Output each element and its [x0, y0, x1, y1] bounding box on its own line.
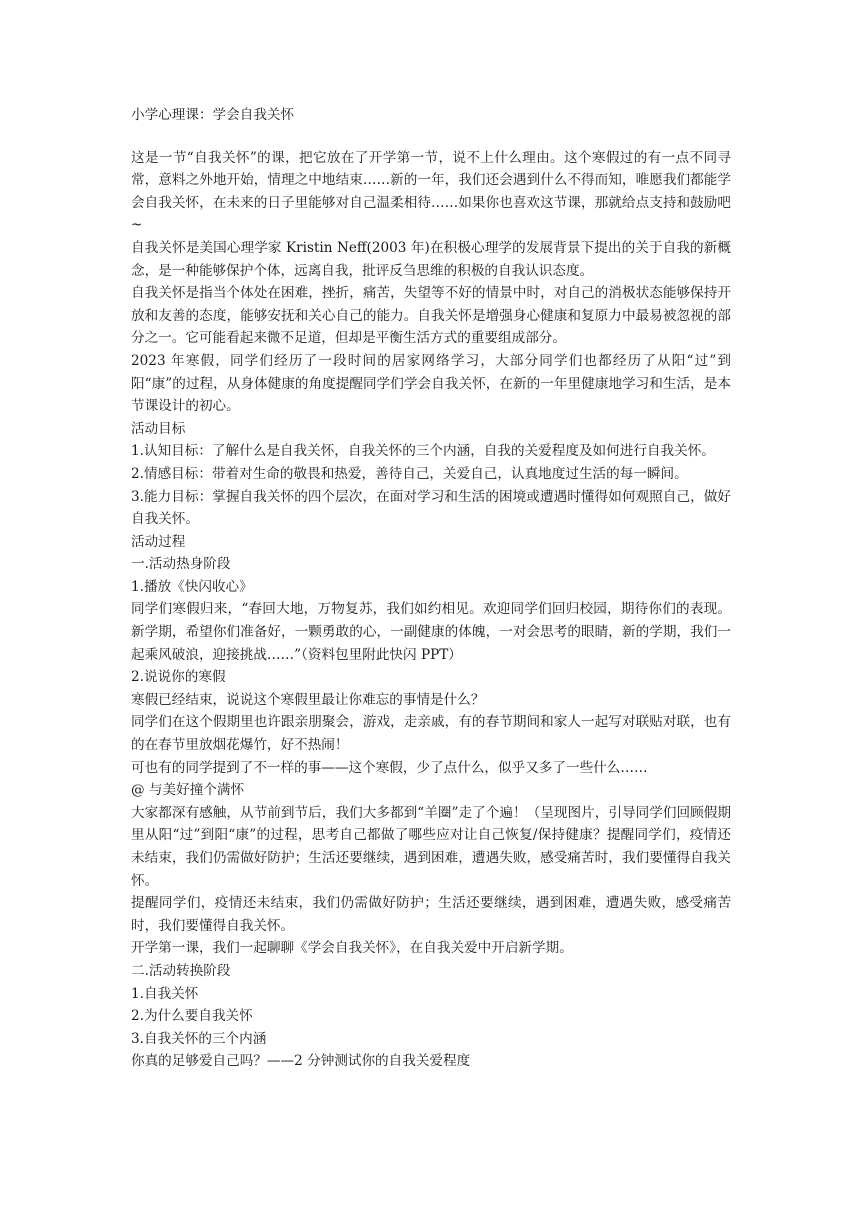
- paragraph-feelings: 大家都深有感触，从节前到节后，我们大多都到“羊圈”走了个遍！（呈现图片，引导同学们回顾假期里从阳“过”到阳“康”的过程，思考自己都做了哪些应对让自己恢复/保持健康？提醒同学们，疫情还未结束，我们仍需做好防护；生活还要继续，遇到困难，遭遇失败，感受痛苦时，我们要懂得自我关怀。: [131, 804, 731, 889]
- subheading-embrace: @ 与美好撞个满怀: [131, 782, 245, 799]
- paragraph-first-lesson: 开学第一课，我们一起聊聊《学会自我关怀》，在自我关爱中开启新学期。: [131, 940, 573, 957]
- step-flashmob: 1.播放《快闪收心》: [131, 578, 253, 595]
- heading-stage-one: 一.活动热身阶段: [131, 556, 231, 573]
- heading-stage-two: 二.活动转换阶段: [131, 962, 231, 979]
- paragraph-explanation: 自我关怀是指当个体处在困难，挫折，痛苦，失望等不好的情景中时，对自己的消极状态能够保持开放和友善的态度，能够安抚和关心自己的能力。自我关怀是增强身心健康和复原力中最易被忽视的部分之一。它可能看起来微不足道，但却是平衡生活方式的重要组成部分。: [131, 285, 731, 347]
- paragraph-different: 可也有的同学提到了不一样的事——这个寒假，少了点什么，似乎又多了一些什么……: [131, 759, 648, 776]
- paragraph-welcome: 同学们寒假归来，“春回大地，万物复苏，我们如约相见。欢迎同学们回归校园，期待你们的表现。新学期，希望你们准备好，一颗勇敢的心，一副健康的体魄，一对会思考的眼睛，新的学期，我们一起乘风破浪，迎接挑战……”（资料包里附此快闪 PPT）: [131, 601, 731, 663]
- step-talk-holiday: 2.说说你的寒假: [131, 669, 226, 686]
- heading-activity-goals: 活动目标: [131, 420, 186, 437]
- paragraph-question: 寒假已经结束，说说这个寒假里最让你难忘的事情是什么？: [131, 691, 485, 708]
- step-self-care: 1.自我关怀: [131, 985, 199, 1002]
- document-page: [131, 104, 731, 1073]
- paragraph-reminder: 提醒同学们，疫情还未结束，我们仍需做好防护；生活还要继续，遇到困难，遭遇失败，感受痛苦时，我们要懂得自我关怀。: [131, 895, 731, 934]
- document-title: 小学心理课：学会自我关怀: [131, 107, 295, 123]
- paragraph-self-test: 你真的足够爱自己吗？——2 分钟测试你的自我关爱程度: [131, 1053, 471, 1070]
- step-three-meanings: 3.自我关怀的三个内涵: [131, 1030, 267, 1047]
- paragraph-background: 2023 年寒假，同学们经历了一段时间的居家网络学习，大部分同学们也都经历了从阳“过”到阳“康”的过程，从身体健康的角度提醒同学们学会自我关怀，在新的一年里健康地学习和生活，是本节课设计的初心。: [131, 352, 731, 415]
- step-why-self-care: 2.为什么要自我关怀: [131, 1008, 253, 1025]
- paragraph-holiday-activities: 同学们在这个假期里也许跟亲朋聚会，游戏，走亲戚，有的春节期间和家人一起写对联贴对联，也有的在春节里放烟花爆竹，好不热闹！: [131, 714, 731, 754]
- goal-emotional: 2.情感目标：带着对生命的敬畏和热爱，善待自己，关爱自己，认真地度过生活的每一瞬间。: [131, 465, 688, 482]
- paragraph-definition: 自我关怀是美国心理学家 Kristin Neff(2003 年)在积极心理学的发展背景下提出的关于自我的新概念，是一种能够保护个体，远离自我，批评反刍思维的积极的自我认识态度。: [131, 239, 731, 279]
- goal-cognitive: 1.认知目标：了解什么是自我关怀，自我关怀的三个内涵，自我的关爱程度及如何进行自我关怀。: [131, 443, 715, 460]
- heading-activity-process: 活动过程: [131, 533, 186, 550]
- paragraph-intro: 这是一节“自我关怀”的课，把它放在了开学第一节，说不上什么理由。这个寒假过的有一点不同寻常，意料之外地开始，情理之中地结束……新的一年，我们还会遇到什么不得而知，唯愿我们都能学会自我关怀，在未来的日子里能够对自己温柔相待……如果你也喜欢这节课，那就给点支持和鼓励吧~: [131, 149, 731, 234]
- goal-ability: 3.能力目标：掌握自我关怀的四个层次，在面对学习和生活的困境或遭遇时懂得如何观照自己，做好自我关怀。: [131, 488, 731, 528]
